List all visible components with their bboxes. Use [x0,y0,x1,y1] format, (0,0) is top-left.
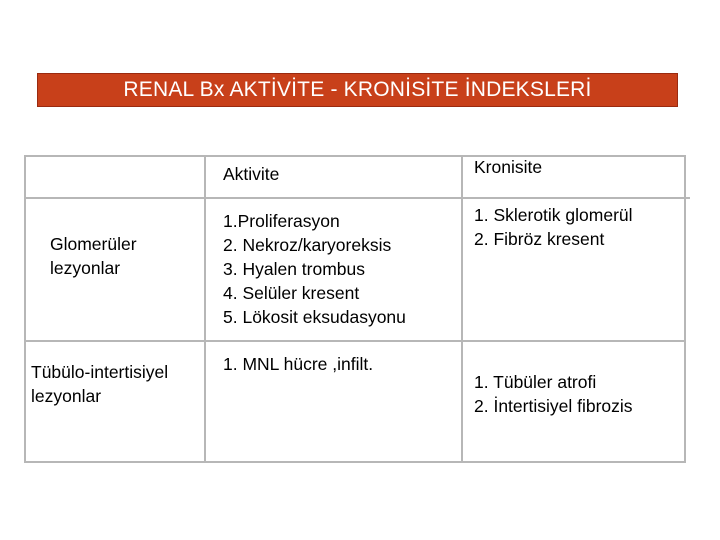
list-item: 2. İntertisiyel fibrozis [474,396,633,416]
list-item: 3. Hyalen trombus [223,259,366,279]
list-item: 1.Proliferasyon [223,211,340,231]
list-item: 5. Lökosit eksudasyonu [223,307,406,327]
column-divider-2 [461,155,463,463]
header-activity: Aktivite [223,164,280,184]
row-label-line: lezyonlar [31,386,102,406]
list-item: 1. MNL hücre ,infilt. [223,354,374,374]
table-border-right [684,155,686,463]
list-item: 1. Tübüler atrofi [474,372,597,392]
row-label-line: Glomerüler [50,234,137,254]
chronicity-list-tubulointerstitial [474,370,633,418]
row-divider [24,340,686,342]
list-item: 2. Nekroz/karyoreksis [223,235,392,255]
activity-list-glomerular [223,209,406,329]
table-border-top [24,155,686,157]
table-border-left [24,155,26,463]
page-title: RENAL Bx AKTİVİTE - KRONİSİTE İNDEKSLERİ [123,78,592,101]
chronicity-list-glomerular [474,203,633,251]
column-divider-1 [204,155,206,463]
list-item: 2. Fibröz kresent [474,229,605,249]
table-border-bottom [24,461,686,463]
row-label-line: Tübülo-intertisiyel [31,362,169,382]
header-divider [24,197,690,199]
header-chronicity: Kronisite [474,157,543,177]
list-item: 1. Sklerotik glomerül [474,205,633,225]
row-label-line: lezyonlar [50,258,121,278]
row-label-tubulointerstitial [31,360,168,408]
list-item: 4. Selüler kresent [223,283,360,303]
row-label-glomerular [50,232,137,280]
activity-list-tubulointerstitial [223,352,373,376]
